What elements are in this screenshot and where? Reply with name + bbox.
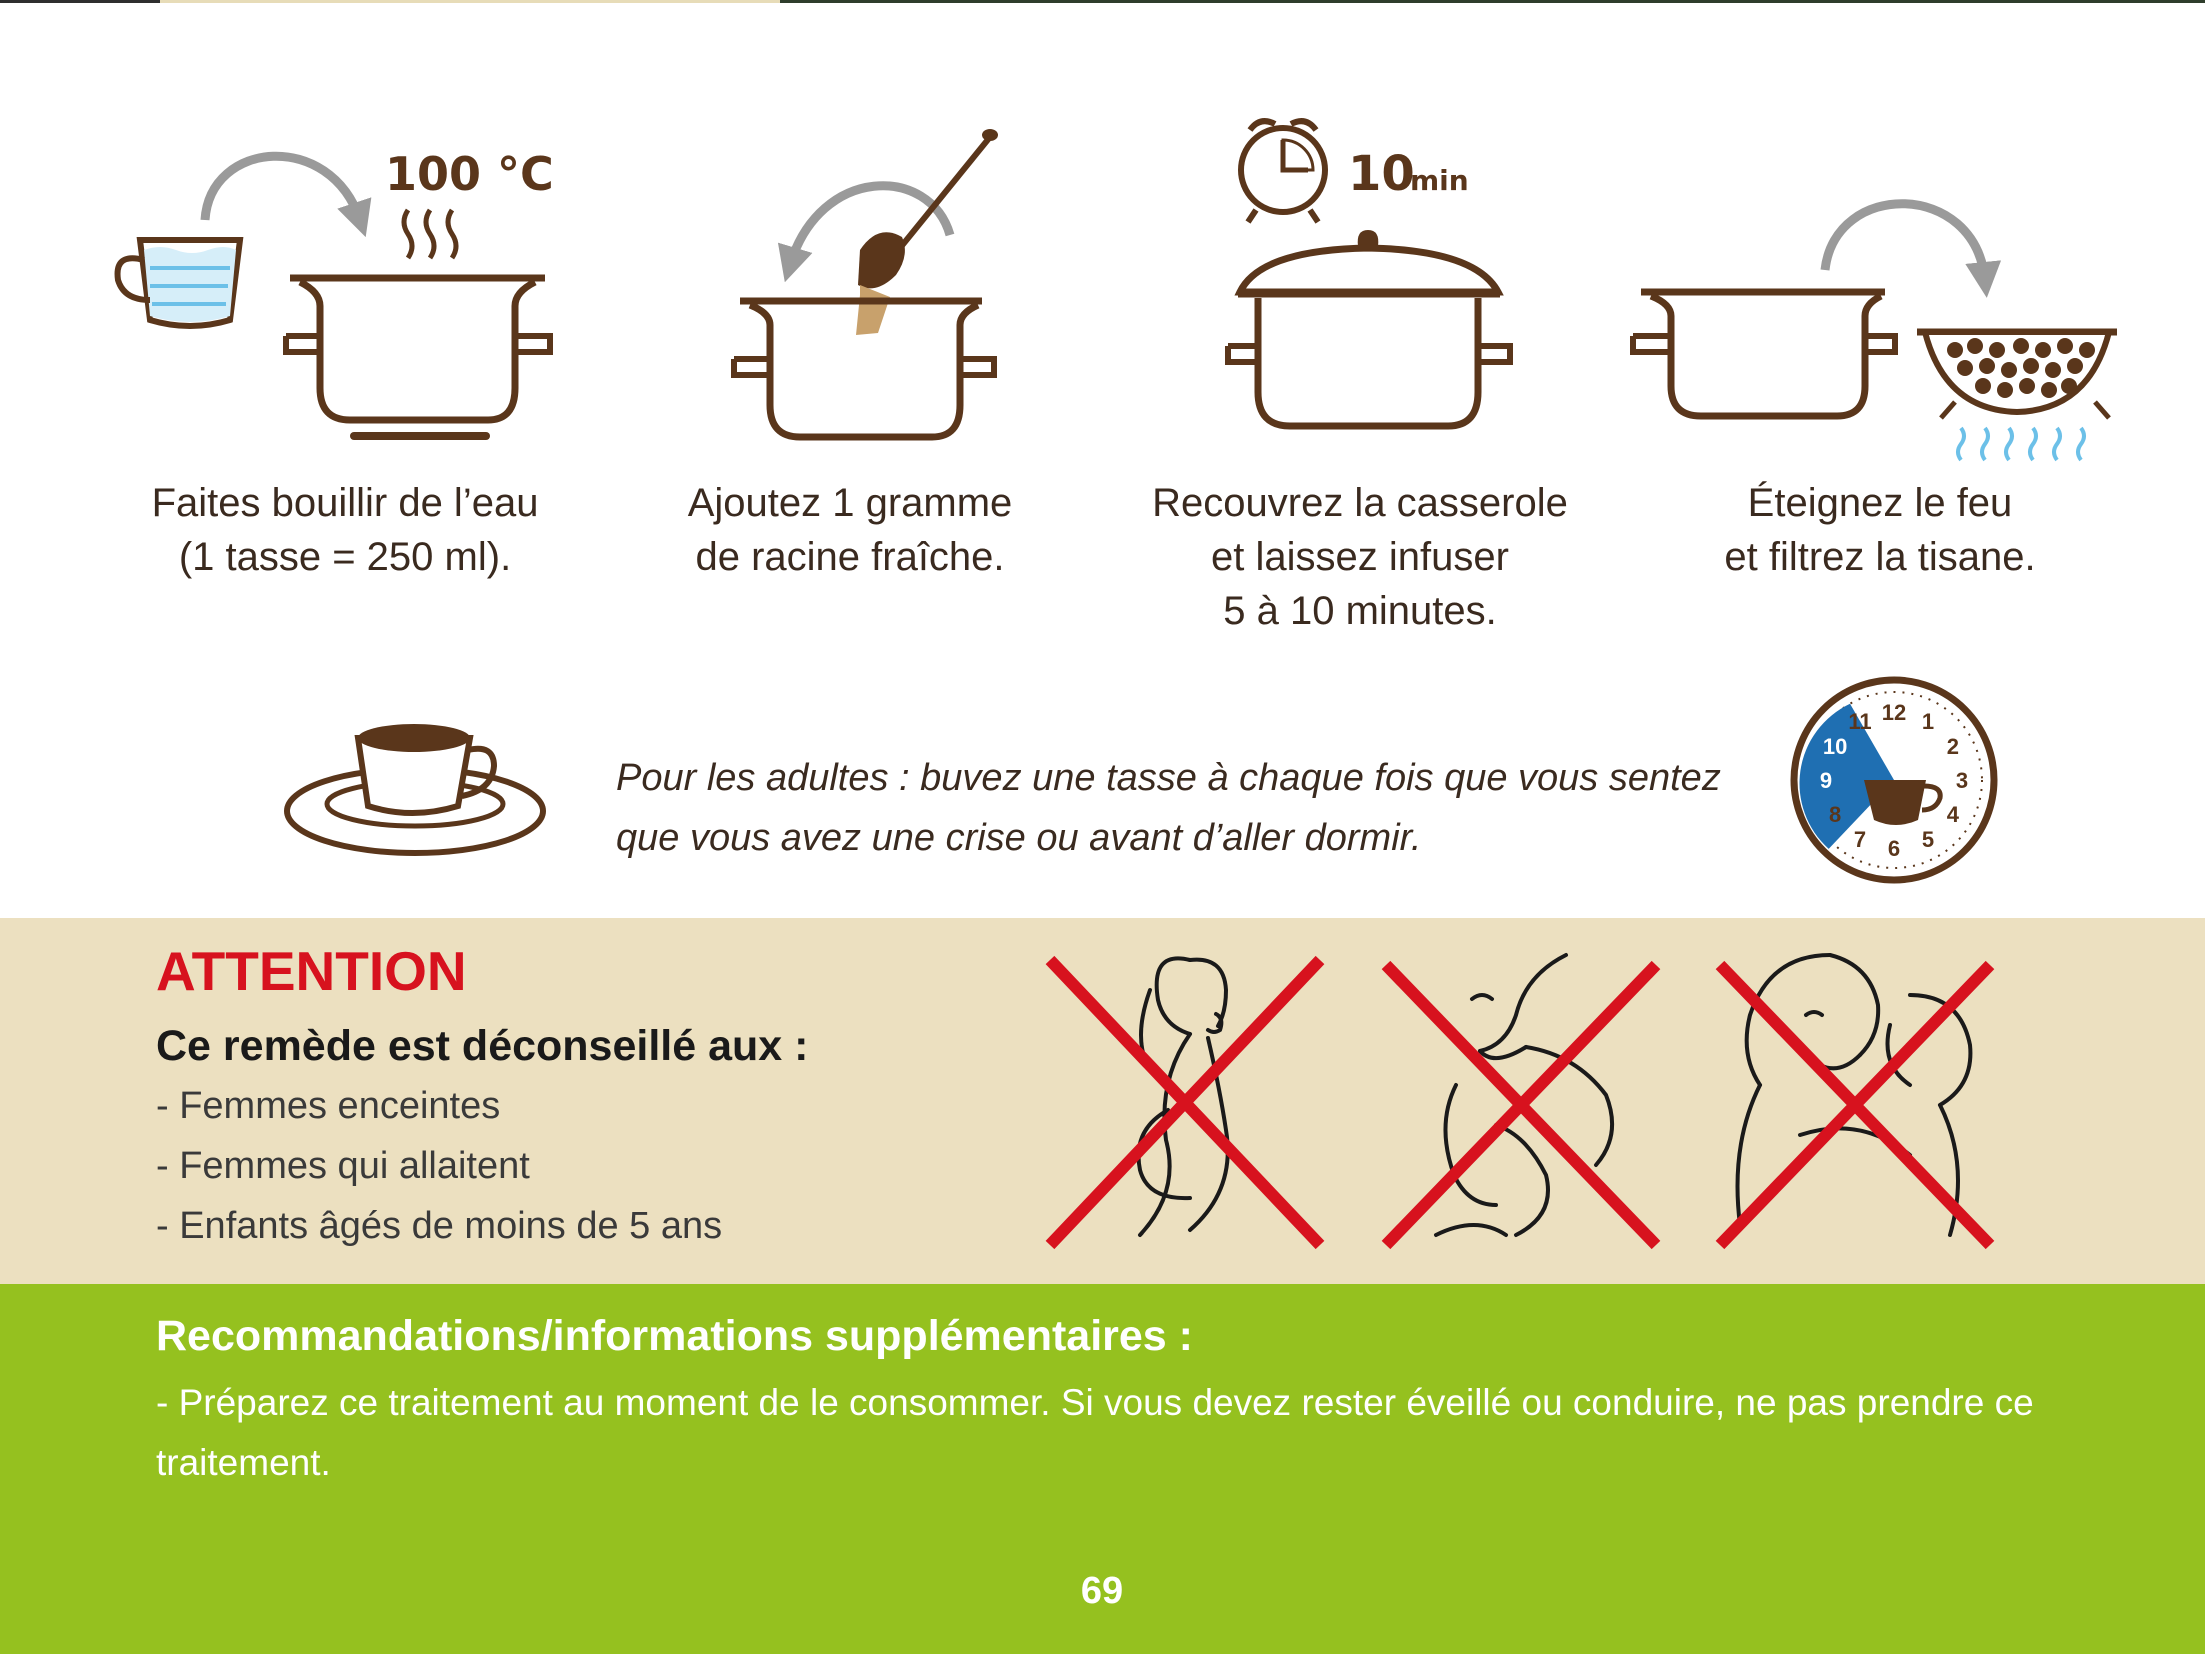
clock-number: 4: [1946, 802, 1960, 827]
step-2-label: [640, 476, 1060, 584]
step-4-line-1: Éteignez le feu: [1747, 481, 2013, 525]
list-item: - Femmes enceintes: [156, 1085, 501, 1127]
step-1-line-2: (1 tasse = 250 ml).: [178, 535, 512, 579]
attention-subtitle: Ce remède est déconseillé aux :: [156, 1022, 809, 1070]
clock-number: 3: [1955, 768, 1969, 793]
attention-title: ATTENTION: [156, 940, 467, 1002]
top-border-beige: [160, 0, 780, 3]
crossed-breastfeeding-icon: [1376, 935, 1666, 1255]
clock-number: 10: [1822, 734, 1848, 759]
list-item: - Enfants âgés de moins de 5 ans: [156, 1205, 723, 1247]
clock-number: 8: [1828, 802, 1842, 827]
alarm-clock-icon: [1241, 121, 1325, 222]
recommendations-title: Recommandations/informations supplémentaires :: [156, 1312, 1193, 1360]
clock-number: 7: [1853, 826, 1867, 852]
timer-value: 10: [1348, 146, 1415, 202]
add-root-spoon-icon: [710, 125, 1010, 455]
step-2-line-2: de racine fraîche.: [695, 535, 1005, 579]
strainer-icon: [1625, 190, 2145, 470]
clock-number: 2: [1946, 734, 1960, 759]
timer-unit: min: [1410, 164, 1469, 197]
top-border-green: [780, 0, 2205, 3]
attention-list: [156, 1076, 722, 1256]
cup-with-water-icon: [118, 240, 240, 326]
step-3-line-1: Recouvrez la casserole: [1152, 481, 1568, 525]
boil-water-pot-icon: [110, 120, 570, 460]
clock-number: 1: [1921, 709, 1935, 735]
step-4-line-2: et filtrez la tisane.: [1724, 535, 2036, 579]
clock-number: 11: [1848, 709, 1872, 735]
clock-number: 12: [1881, 700, 1907, 725]
step-3-label: [1110, 476, 1610, 638]
clock-number: 5: [1921, 826, 1935, 852]
crossed-child-icon: [1710, 935, 2000, 1255]
covered-pot-timer-icon: [1220, 110, 1520, 450]
dosage-text: Pour les adultes : buvez une tasse à chaque fois que vous sentez que vous avez une crise ou avant d’aller dormir.: [616, 757, 1721, 859]
clock-number: 6: [1887, 836, 1901, 861]
crossed-pregnant-woman-icon: [1040, 930, 1330, 1255]
step-3-line-2: et laissez infuser: [1211, 535, 1509, 579]
page-number: 69: [1080, 1570, 1124, 1612]
clock-number: 9: [1819, 768, 1833, 793]
step-1-label: [110, 476, 580, 584]
step-3-line-3: 5 à 10 minutes.: [1223, 589, 1497, 633]
teacup-saucer-icon: [282, 708, 552, 868]
clock-icon: [1784, 670, 2004, 890]
step-4-label: [1660, 476, 2100, 584]
top-border-dark: [0, 0, 160, 3]
temperature-label: 100 °C: [385, 147, 554, 201]
recommendations-text: - Préparez ce traitement au moment de le consommer. Si vous devez rester éveillé ou conduire, ne pas prendre ce traitement.: [156, 1382, 2034, 1483]
list-item: - Femmes qui allaitent: [156, 1145, 530, 1187]
step-1-line-1: Faites bouillir de l’eau: [151, 481, 539, 525]
step-2-line-1: Ajoutez 1 gramme: [687, 481, 1013, 525]
